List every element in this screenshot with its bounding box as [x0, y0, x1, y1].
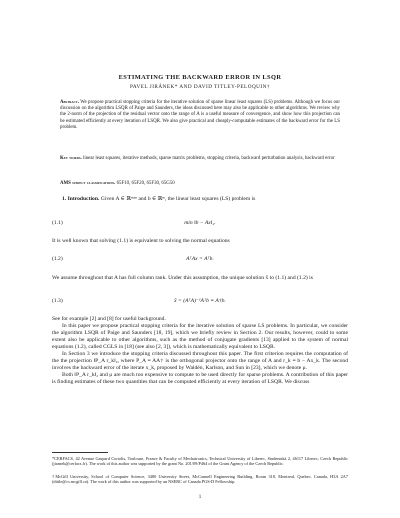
abstract-text: We propose practical stopping criteria for the iterative solution of sparse linear least squares (LS) problems. Although we focus our discussion on the algorithm LSQR of Paige and Saunders, the ideas discussed here may also be applicable to other algorithms. We review why the 2-norm of the projection of the residual vector onto the range of A is a useful measure of convergence, and show how this projection can be estimated efficiently at every iteration of LSQR. We also give practical and cheaply-computable estimates of the backward error for the LS problem. [60, 100, 341, 130]
equation-1-2 [52, 256, 348, 264]
paragraph-background: See for example [2] and [8] for useful background. [52, 316, 166, 322]
paragraph-full-rank [52, 275, 348, 282]
paragraph-estimates: Both ‖P_A r_k‖₂ and μ are much too expensive to compute to be used directly for sparse problems. A contribution of this paper is finding estimates of these two quantities that can be computed efficiently at every iteration of LSQR. We discuss [52, 372, 348, 385]
section-intro [52, 196, 348, 203]
page-number: 1 [198, 495, 202, 500]
footnote-2: †McGill University, School of Computer Science, 3480 University Street, McConnell Engineering Building, Room 318, Montreal, Quebec, Canada, H3A 2A7 (dtitle@cs.mcgill.ca). The work of this author was supported by an NSERC of Canada PGS-D Fellowship. [52, 474, 348, 485]
ams-text: 65F10, 65F20, 65F30, 65G50 [116, 181, 175, 186]
paragraph-lsqr: In this paper we propose practical stopping criteria for the iterative solution of sparse LS problems. In particular, we consider the algorithm LSQR of Paige and Saunders [18, 19], which we briefly review in Section 2. Our results, however, could to some extent also be applicable to other algorithms, such as the method of conjugate gradients [13] applied to the system of normal equations (1.2), called CGLS in [18] (see also [2, 3]), which is mathematically equivalent to LSQR. [52, 323, 348, 350]
keywords-text: linear least squares, iterative methods, sparse matrix problems, stopping criteria, backward perturbation analysis, backward error [83, 156, 335, 161]
equation-expression: x̂ = (AᵀA)⁻¹Aᵀb ≡ A†b. [174, 298, 226, 304]
intro-paragraph [52, 196, 348, 203]
paper-authors: PAVEL JIRÁNEK* AND DAVID TITLEY-PELOQUIN† [130, 84, 270, 90]
equation-1-3 [52, 298, 348, 306]
equation-number: (1.3) [52, 298, 63, 304]
ams-classifications [60, 181, 340, 187]
paragraph-criteria: In Section 3 we introduce the stopping criteria discussed throughout this paper. The first criterion requires the computation of the the projection ‖P_A r_k‖₂, where P_A ≡ AA† is the orthogonal projector onto the range of A and r_k ≡ b − Ax_k. The second involves the backward error of the iterate x_k, proposed by Waldén, Karlson, and Sun in [23], which we denote μ. [52, 351, 348, 371]
intro-text: Given A ∈ ℝᵐˣⁿ and b ∈ ℝᵐ, the linear least squares (LS) problem is [100, 196, 256, 202]
paragraph-text: It is well known that solving (1.1) is equivalent to solving the normal equations [52, 238, 230, 244]
equation-number: (1.1) [52, 220, 63, 226]
section-heading: 1. Introduction. [62, 196, 100, 202]
footnote-1: *CERFACS, 42 Avenue Gaspard Coriolis, Toulouse, France & Faculty of Mechatronics, Technical University of Liberec, Studentská 2, 46117 Liberec, Czech Republic (jiranek@cerfacs.fr). The work of this author was supported by the grant No. 201/09/P464 of the Grant Agency of the Czech Republic. [52, 456, 348, 467]
equation-expression: AᵀAx = Aᵀb. [186, 256, 214, 262]
paragraph-normal-equations [52, 238, 348, 245]
equation-1-1 [52, 220, 348, 228]
abstract-label: Abstract. [60, 100, 79, 105]
footnote-rule [52, 452, 108, 453]
paragraph-text: We assume throughout that A has full column rank. Under this assumption, the unique solution x̂ to (1.1) and (1.2) is [52, 275, 313, 281]
equation-number: (1.2) [52, 256, 63, 262]
equation-expression: min ‖b − Ax‖₂. [184, 220, 216, 226]
abstract [60, 100, 340, 131]
section-body [52, 316, 348, 386]
paper-title: ESTIMATING THE BACKWARD ERROR IN LSQR [118, 74, 282, 81]
ams-label: AMS subject classifications. [60, 181, 116, 186]
keywords-label: Key words. [60, 156, 82, 161]
keywords [60, 156, 340, 162]
